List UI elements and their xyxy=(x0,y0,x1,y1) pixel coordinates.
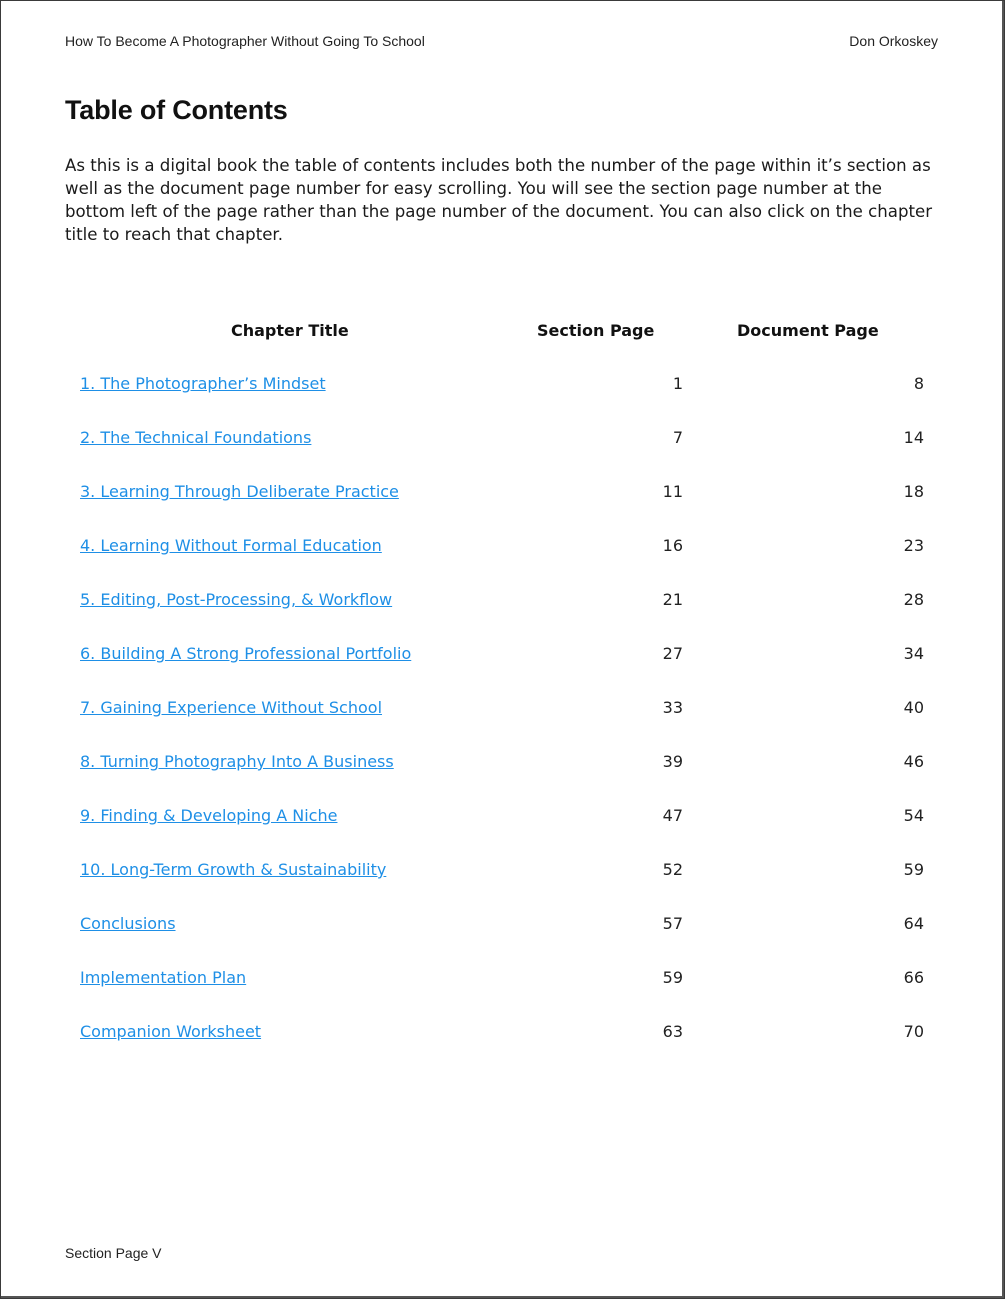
chapter-link[interactable]: 7. Gaining Experience Without School xyxy=(80,698,383,717)
running-header-author: Don Orkoskey xyxy=(849,33,938,49)
intro-paragraph: As this is a digital book the table of contents includes both the number of the page within it’s section as well as the document page number for easy scrolling. You will see the section page number at the bottom left of the page rather than the page number of the document. You can also click on the chapter title to reach that chapter. xyxy=(65,156,933,244)
document-page-number: 14 xyxy=(903,428,924,447)
chapter-link[interactable]: 6. Building A Strong Professional Portfolio xyxy=(80,644,412,663)
document-page-number: 34 xyxy=(903,644,924,663)
document-page-number: 64 xyxy=(903,914,924,933)
toc-row xyxy=(1,536,1004,560)
section-page-number: 33 xyxy=(662,698,683,717)
chapter-link[interactable]: 3. Learning Through Deliberate Practice xyxy=(80,482,399,501)
section-page-number: 52 xyxy=(662,860,683,879)
toc-row xyxy=(1,590,1004,614)
toc-row xyxy=(1,644,1004,668)
document-page-number: 59 xyxy=(903,860,924,879)
document-page-number: 54 xyxy=(903,806,924,825)
chapter-link[interactable]: 8. Turning Photography Into A Business xyxy=(80,752,394,771)
chapter-link[interactable]: 9. Finding & Developing A Niche xyxy=(80,806,338,825)
section-page-number: 11 xyxy=(662,482,683,501)
chapter-link[interactable]: Implementation Plan xyxy=(80,968,247,987)
chapter-link[interactable]: 4. Learning Without Formal Education xyxy=(80,536,382,555)
chapter-link[interactable]: 5. Editing, Post-Processing, & Workflow xyxy=(80,590,393,609)
document-page-number: 28 xyxy=(903,590,924,609)
section-page-number: 39 xyxy=(662,752,683,771)
column-header-section-page: Section Page xyxy=(537,321,655,340)
running-header-title: How To Become A Photographer Without Going To School xyxy=(65,33,425,49)
toc-row xyxy=(1,482,1004,506)
chapter-link[interactable]: Companion Worksheet xyxy=(80,1022,262,1041)
section-page-number: 59 xyxy=(662,968,683,987)
toc-row xyxy=(1,860,1004,884)
section-page-number: 27 xyxy=(662,644,683,663)
page-title: Table of Contents xyxy=(65,95,288,125)
document-page-number: 18 xyxy=(903,482,924,501)
document-page-number: 46 xyxy=(903,752,924,771)
document-page-number: 8 xyxy=(913,374,924,393)
toc-row xyxy=(1,968,1004,992)
column-header-chapter-title: Chapter Title xyxy=(231,321,349,340)
document-page-number: 70 xyxy=(903,1022,924,1041)
toc-row xyxy=(1,752,1004,776)
section-page-number: 7 xyxy=(672,428,683,447)
chapter-link[interactable]: 1. The Photographer’s Mindset xyxy=(80,374,326,393)
document-page-number: 66 xyxy=(903,968,924,987)
section-page-footer: Section Page V xyxy=(65,1245,162,1261)
toc-row xyxy=(1,698,1004,722)
section-page-number: 16 xyxy=(662,536,683,555)
section-page-number: 47 xyxy=(662,806,683,825)
section-page-number: 21 xyxy=(662,590,683,609)
chapter-link[interactable]: 10. Long-Term Growth & Sustainability xyxy=(80,860,387,879)
section-page-number: 1 xyxy=(672,374,683,393)
toc-row xyxy=(1,806,1004,830)
document-page-number: 40 xyxy=(903,698,924,717)
document-page-number: 23 xyxy=(903,536,924,555)
toc-row xyxy=(1,428,1004,452)
toc-row xyxy=(1,1022,1004,1046)
toc-row xyxy=(1,914,1004,938)
section-page-number: 57 xyxy=(662,914,683,933)
section-page-number: 63 xyxy=(662,1022,683,1041)
chapter-link[interactable]: 2. The Technical Foundations xyxy=(80,428,312,447)
toc-row xyxy=(1,374,1004,398)
chapter-link[interactable]: Conclusions xyxy=(80,914,176,933)
column-header-document-page: Document Page xyxy=(737,321,879,340)
